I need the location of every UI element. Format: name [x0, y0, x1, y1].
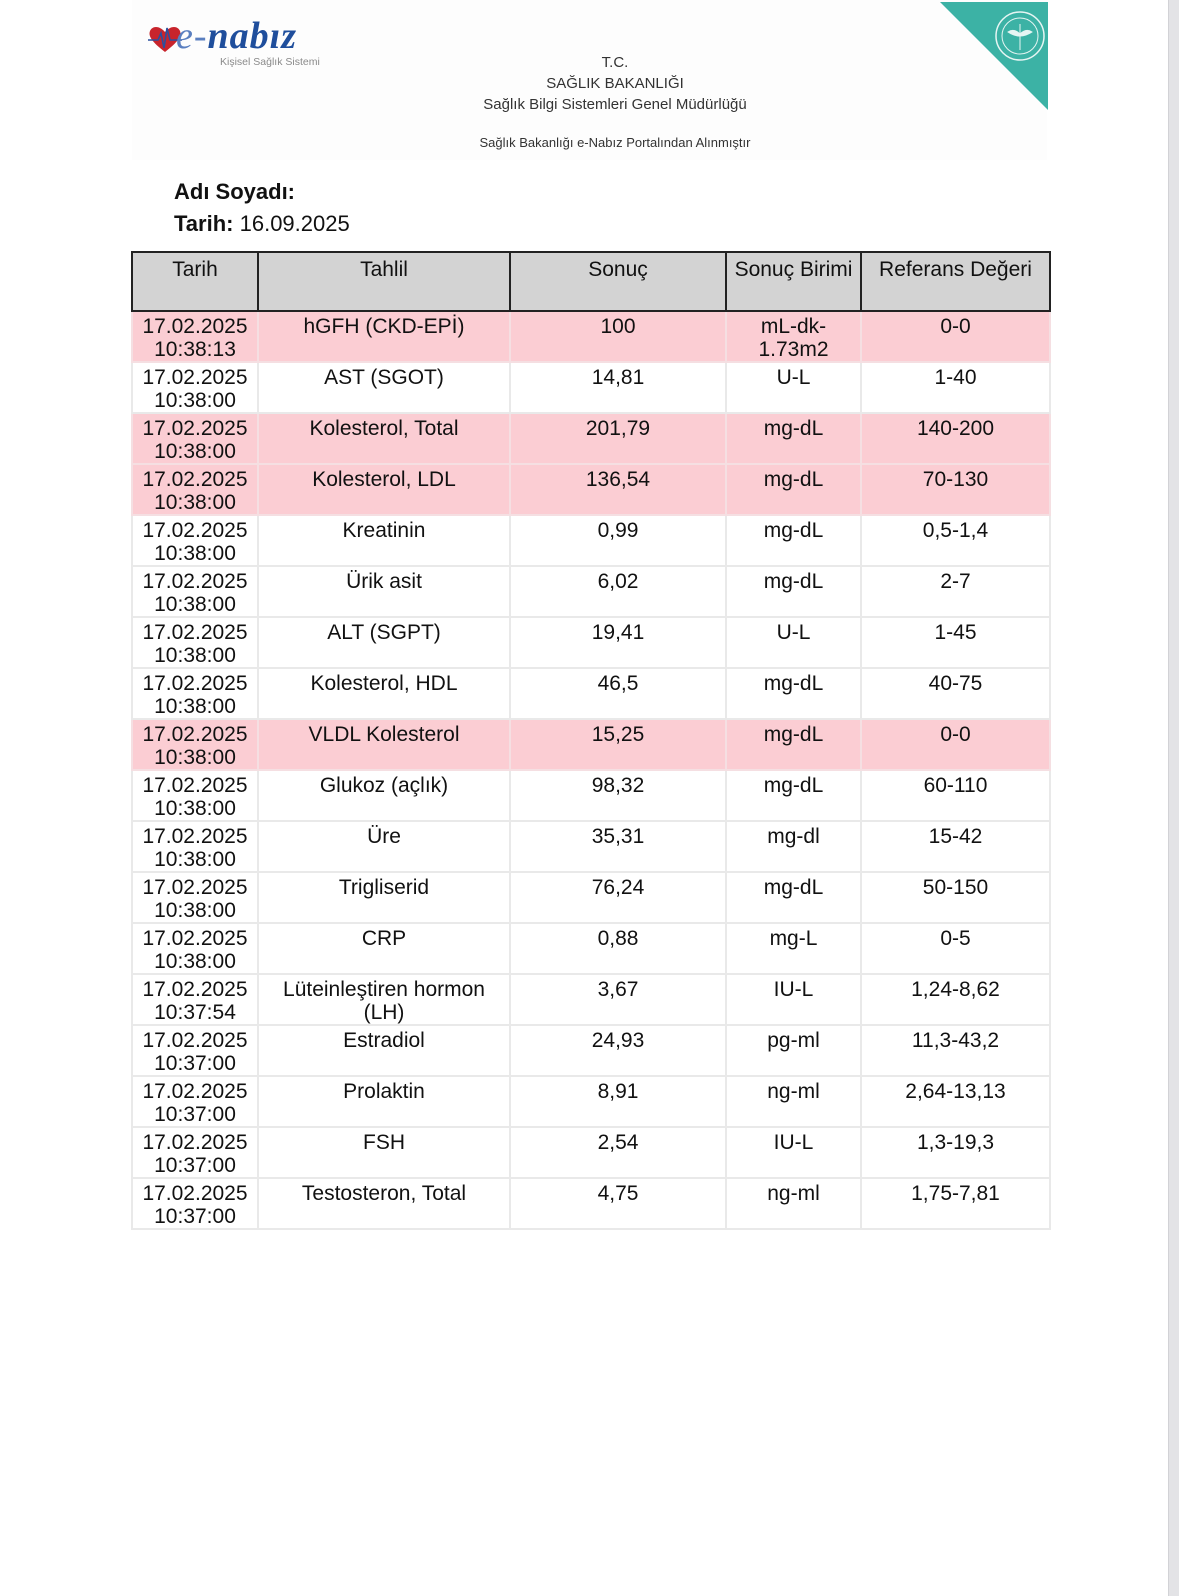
cell-reference: 2,64-13,13	[861, 1076, 1050, 1127]
cell-datetime	[132, 413, 258, 464]
cell-time: 10:38:00	[154, 542, 236, 565]
table-row	[132, 362, 1050, 413]
cell-time: 10:38:00	[154, 644, 236, 667]
cell-result: 24,93	[510, 1025, 726, 1076]
table-row	[132, 770, 1050, 821]
cell-result: 0,99	[510, 515, 726, 566]
cell-result: 201,79	[510, 413, 726, 464]
cell-result: 19,41	[510, 617, 726, 668]
cell-time: 10:38:00	[154, 491, 236, 514]
cell-test-name: Prolaktin	[258, 1076, 510, 1127]
cell-result: 6,02	[510, 566, 726, 617]
table-row	[132, 1127, 1050, 1178]
cell-date: 17.02.2025	[142, 519, 248, 542]
cell-datetime	[132, 821, 258, 872]
cell-datetime	[132, 362, 258, 413]
cell-time: 10:37:54	[154, 1001, 236, 1024]
cell-reference: 1,24-8,62	[861, 974, 1050, 1025]
cell-test-name: CRP	[258, 923, 510, 974]
column-header-test: Tahlil	[258, 252, 510, 311]
cell-reference: 50-150	[861, 872, 1050, 923]
table-row	[132, 617, 1050, 668]
cell-unit: IU-L	[726, 974, 861, 1025]
table-row	[132, 923, 1050, 974]
cell-result: 0,88	[510, 923, 726, 974]
cell-unit: mg-dL	[726, 566, 861, 617]
cell-datetime	[132, 1127, 258, 1178]
cell-time: 10:37:00	[154, 1154, 236, 1177]
cell-date: 17.02.2025	[142, 672, 248, 695]
cell-datetime	[132, 1025, 258, 1076]
cell-time: 10:38:00	[154, 899, 236, 922]
cell-time: 10:38:00	[154, 797, 236, 820]
cell-result: 98,32	[510, 770, 726, 821]
cell-datetime	[132, 1178, 258, 1229]
cell-date: 17.02.2025	[142, 621, 248, 644]
cell-test-name: ALT (SGPT)	[258, 617, 510, 668]
cell-unit: ng-ml	[726, 1178, 861, 1229]
cell-test-name: Kreatinin	[258, 515, 510, 566]
cell-result: 8,91	[510, 1076, 726, 1127]
cell-date: 17.02.2025	[142, 723, 248, 746]
cell-test-name: Glukoz (açlık)	[258, 770, 510, 821]
report-date-row	[174, 208, 350, 240]
cell-unit: mg-dL	[726, 770, 861, 821]
cell-test-name: Testosteron, Total	[258, 1178, 510, 1229]
cell-test-name: Trigliserid	[258, 872, 510, 923]
cell-test-name: Kolesterol, LDL	[258, 464, 510, 515]
ministry-heading	[440, 52, 790, 150]
cell-test-name: hGFH (CKD-EPİ)	[258, 311, 510, 362]
table-row-out-of-range	[132, 311, 1050, 362]
cell-date: 17.02.2025	[142, 570, 248, 593]
cell-unit: mL-dk-1.73m2	[726, 311, 861, 362]
cell-datetime	[132, 464, 258, 515]
cell-datetime	[132, 1076, 258, 1127]
cell-date: 17.02.2025	[142, 468, 248, 491]
cell-unit: ng-ml	[726, 1076, 861, 1127]
ministry-line-directorate: Sağlık Bilgi Sistemleri Genel Müdürlüğü	[483, 96, 747, 113]
cell-date: 17.02.2025	[142, 1080, 248, 1103]
cell-date: 17.02.2025	[142, 1182, 248, 1205]
cell-result: 4,75	[510, 1178, 726, 1229]
cell-reference: 11,3-43,2	[861, 1025, 1050, 1076]
cell-result: 14,81	[510, 362, 726, 413]
table-row	[132, 1025, 1050, 1076]
table-row	[132, 974, 1050, 1025]
cell-unit: mg-dL	[726, 668, 861, 719]
table-row-out-of-range	[132, 413, 1050, 464]
cell-reference: 140-200	[861, 413, 1050, 464]
cell-time: 10:38:00	[154, 950, 236, 973]
cell-unit: IU-L	[726, 1127, 861, 1178]
table-row	[132, 668, 1050, 719]
e-nabiz-logo	[148, 15, 348, 73]
cell-date: 17.02.2025	[142, 825, 248, 848]
cell-result: 35,31	[510, 821, 726, 872]
cell-datetime	[132, 515, 258, 566]
column-header-result: Sonuç	[510, 252, 726, 311]
cell-unit: mg-dL	[726, 719, 861, 770]
table-row	[132, 515, 1050, 566]
cell-date: 17.02.2025	[142, 417, 248, 440]
cell-reference: 1-45	[861, 617, 1050, 668]
cell-unit: U-L	[726, 362, 861, 413]
cell-test-name: FSH	[258, 1127, 510, 1178]
cell-date: 17.02.2025	[142, 1131, 248, 1154]
cell-time: 10:38:00	[154, 389, 236, 412]
cell-time: 10:38:00	[154, 848, 236, 871]
ministry-line-tc: T.C.	[601, 54, 629, 71]
cell-test-name: Lüteinleştiren hormon (LH)	[258, 974, 510, 1025]
table-row-out-of-range	[132, 464, 1050, 515]
cell-time: 10:38:00	[154, 593, 236, 616]
cell-reference: 60-110	[861, 770, 1050, 821]
patient-name-row	[174, 176, 350, 208]
cell-result: 46,5	[510, 668, 726, 719]
table-row	[132, 872, 1050, 923]
column-header-reference: Referans Değeri	[861, 252, 1050, 311]
cell-unit: U-L	[726, 617, 861, 668]
cell-test-name: Üre	[258, 821, 510, 872]
cell-reference: 0,5-1,4	[861, 515, 1050, 566]
patient-name-label: Adı Soyadı:	[174, 179, 296, 204]
cell-result: 100	[510, 311, 726, 362]
cell-datetime	[132, 566, 258, 617]
cell-reference: 70-130	[861, 464, 1050, 515]
table-header-row	[132, 252, 1050, 311]
cell-datetime	[132, 923, 258, 974]
cell-time: 10:38:00	[154, 746, 236, 769]
cell-time: 10:38:13	[154, 338, 236, 361]
cell-reference: 0-0	[861, 719, 1050, 770]
cell-reference: 40-75	[861, 668, 1050, 719]
table-row	[132, 1076, 1050, 1127]
cell-result: 136,54	[510, 464, 726, 515]
cell-date: 17.02.2025	[142, 978, 248, 1001]
table-row	[132, 566, 1050, 617]
cell-time: 10:37:00	[154, 1205, 236, 1228]
cell-reference: 2-7	[861, 566, 1050, 617]
cell-unit: mg-dL	[726, 464, 861, 515]
cell-time: 10:38:00	[154, 695, 236, 718]
cell-reference: 0-5	[861, 923, 1050, 974]
cell-date: 17.02.2025	[142, 876, 248, 899]
cell-time: 10:37:00	[154, 1103, 236, 1126]
patient-info	[174, 176, 350, 240]
cell-unit: pg-ml	[726, 1025, 861, 1076]
cell-test-name: Kolesterol, HDL	[258, 668, 510, 719]
cell-date: 17.02.2025	[142, 774, 248, 797]
logo-subtitle: Kişisel Sağlık Sistemi	[220, 56, 320, 68]
logo-wordmark: e-nabız	[176, 15, 298, 57]
cell-datetime	[132, 974, 258, 1025]
cell-date: 17.02.2025	[142, 1029, 248, 1052]
cell-unit: mg-dL	[726, 413, 861, 464]
cell-test-name: Estradiol	[258, 1025, 510, 1076]
cell-reference: 0-0	[861, 311, 1050, 362]
table-row-out-of-range	[132, 719, 1050, 770]
cell-unit: mg-L	[726, 923, 861, 974]
table-row	[132, 821, 1050, 872]
cell-datetime	[132, 668, 258, 719]
cell-unit: mg-dl	[726, 821, 861, 872]
cell-result: 76,24	[510, 872, 726, 923]
column-header-unit: Sonuç Birimi	[726, 252, 861, 311]
cell-test-name: VLDL Kolesterol	[258, 719, 510, 770]
cell-test-name: AST (SGOT)	[258, 362, 510, 413]
cell-datetime	[132, 872, 258, 923]
cell-unit: mg-dL	[726, 515, 861, 566]
cell-test-name: Kolesterol, Total	[258, 413, 510, 464]
cell-datetime	[132, 770, 258, 821]
ministry-emblem-icon	[940, 2, 1048, 110]
cell-datetime	[132, 719, 258, 770]
cell-datetime	[132, 311, 258, 362]
report-date-value: 16.09.2025	[239, 211, 350, 236]
cell-date: 17.02.2025	[142, 927, 248, 950]
cell-reference: 1,3-19,3	[861, 1127, 1050, 1178]
cell-test-name: Ürik asit	[258, 566, 510, 617]
cell-time: 10:38:00	[154, 440, 236, 463]
source-note: Sağlık Bakanlığı e-Nabız Portalından Alınmıştır	[479, 135, 751, 150]
cell-date: 17.02.2025	[142, 315, 248, 338]
cell-datetime	[132, 617, 258, 668]
table-row	[132, 1178, 1050, 1229]
column-header-date: Tarih	[132, 252, 258, 311]
cell-result: 3,67	[510, 974, 726, 1025]
lab-results-table	[131, 251, 1051, 1230]
cell-reference: 15-42	[861, 821, 1050, 872]
page-edge	[1168, 0, 1179, 1596]
ministry-line-name: SAĞLIK BAKANLIĞI	[546, 75, 684, 92]
report-date-label: Tarih:	[174, 211, 234, 236]
cell-unit: mg-dL	[726, 872, 861, 923]
cell-time: 10:37:00	[154, 1052, 236, 1075]
cell-date: 17.02.2025	[142, 366, 248, 389]
cell-reference: 1-40	[861, 362, 1050, 413]
cell-result: 15,25	[510, 719, 726, 770]
cell-result: 2,54	[510, 1127, 726, 1178]
cell-reference: 1,75-7,81	[861, 1178, 1050, 1229]
